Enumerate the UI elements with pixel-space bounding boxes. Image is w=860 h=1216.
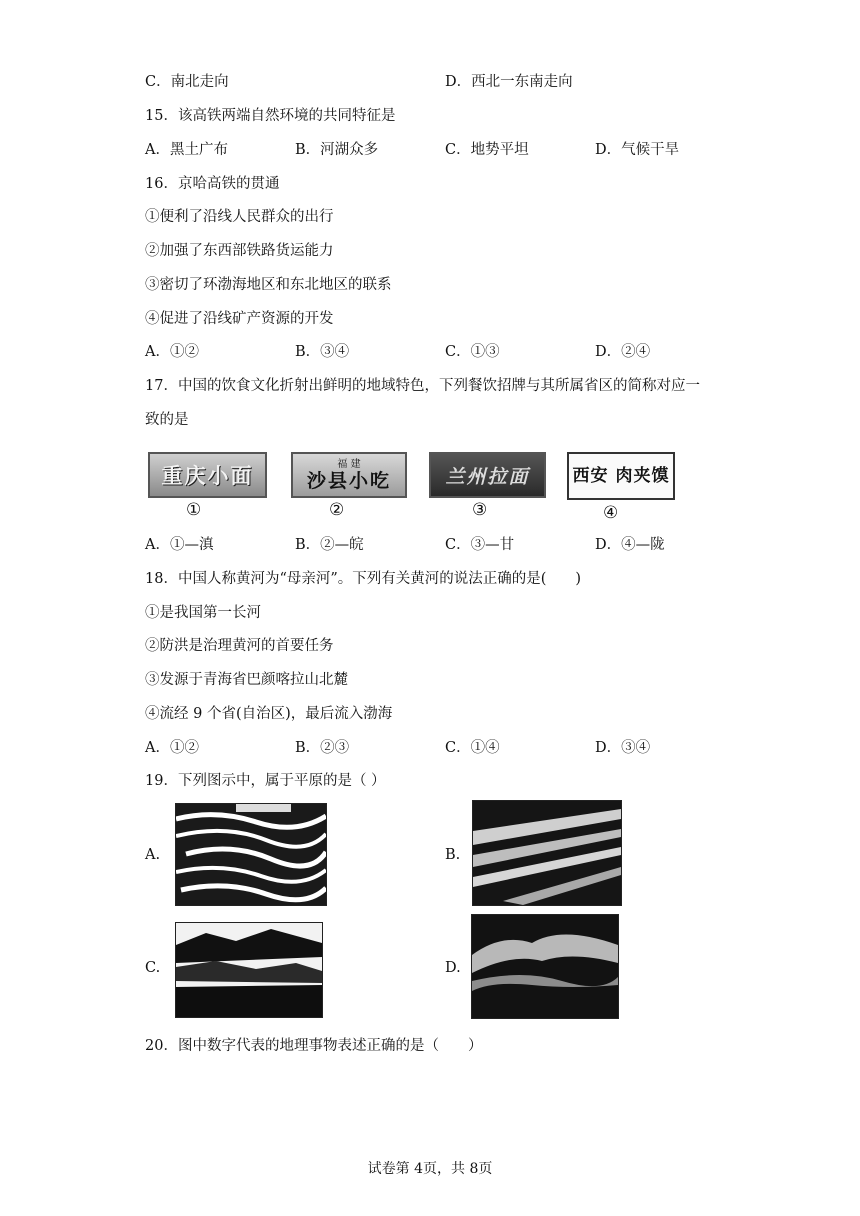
- q14-option-c: C．南北走向: [145, 74, 229, 90]
- q20-stem: 20．图中数字代表的地理事物表述正确的是（ ）: [145, 1038, 483, 1054]
- q15-option-b: B．河湖众多: [295, 142, 379, 158]
- q16-option-a: A．①②: [145, 344, 199, 360]
- sign-chongqing-noodles: [148, 452, 267, 498]
- sign-number-2: ②: [329, 500, 345, 520]
- q16-statement-4: ④促进了沿线矿产资源的开发: [145, 311, 334, 327]
- q15-option-a: A．黑土广布: [145, 142, 228, 158]
- q19-stem: 19．下列图示中，属于平原的是（ ）: [145, 773, 386, 789]
- q18-stem: 18．中国人称黄河为“母亲河”。下列有关黄河的说法正确的是( ): [145, 571, 582, 587]
- q18-option-d: D．③④: [595, 740, 651, 756]
- sign-small-text: 福 建: [337, 458, 361, 470]
- q16-option-b: B．③④: [295, 344, 350, 360]
- q17-option-b: B．②—皖: [295, 537, 364, 553]
- sign-number-4: ④: [603, 503, 619, 523]
- sign-number-3: ③: [472, 500, 488, 520]
- q17-option-a: A．①—滇: [145, 537, 214, 553]
- q16-statement-1: ①便利了沿线人民群众的出行: [145, 209, 334, 225]
- q16-stem: 16．京哈高铁的贯通: [145, 176, 280, 192]
- terraced-fields-photo: [175, 803, 327, 906]
- mountain-range-photo: [175, 922, 323, 1018]
- q18-statement-1: ①是我国第一长河: [145, 605, 261, 621]
- q14-option-d: D．西北一东南走向: [445, 74, 573, 90]
- q15-stem: 15．该高铁两端自然环境的共同特征是: [145, 108, 396, 124]
- q17-stem-line1: 17．中国的饮食文化折射出鲜明的地域特色，下列餐饮招牌与其所属省区的简称对应一: [145, 378, 700, 394]
- sign-text: 沙县小吃: [306, 469, 391, 492]
- q18-option-a: A．①②: [145, 740, 199, 756]
- q17-stem-line2: 致的是: [145, 412, 189, 428]
- q19-option-b-label: B.: [445, 847, 461, 863]
- sign-text: 西安 肉夹馍: [572, 465, 670, 486]
- q16-option-c: C．①③: [445, 344, 500, 360]
- sign-text: 重庆小面: [161, 464, 254, 488]
- sign-text: 兰州拉面: [445, 465, 530, 488]
- flat-farmland-photo: [472, 800, 622, 906]
- q19-option-c-label: C.: [145, 960, 161, 976]
- q18-statement-2: ②防洪是治理黄河的首要任务: [145, 638, 334, 654]
- sign-shaxian-snacks: [291, 452, 407, 498]
- q16-statement-3: ③密切了环渤海地区和东北地区的联系: [145, 277, 392, 293]
- hilly-terrain-photo: [471, 914, 619, 1019]
- q17-option-c: C．③—甘: [445, 537, 515, 553]
- q19-option-a-label: A.: [145, 847, 161, 863]
- sign-lanzhou-noodles: [429, 452, 546, 498]
- q19-option-d-label: D.: [445, 960, 461, 976]
- page-footer: 试卷第 4页，共 8页: [367, 1161, 493, 1177]
- q16-option-d: D．②④: [595, 344, 651, 360]
- q18-statement-3: ③发源于青海省巴颜喀拉山北麓: [145, 672, 348, 688]
- q16-statement-2: ②加强了东西部铁路货运能力: [145, 243, 334, 259]
- q18-option-c: C．①④: [445, 740, 500, 756]
- sign-xian-roujiamo: [567, 452, 675, 500]
- q15-option-d: D．气候干旱: [595, 142, 680, 158]
- q18-statement-4: ④流经 9 个省(自治区)，最后流入渤海: [145, 706, 393, 722]
- q15-option-c: C．地势平坦: [445, 142, 529, 158]
- sign-number-1: ①: [186, 500, 202, 520]
- q17-option-d: D．④—陇: [595, 537, 665, 553]
- q18-option-b: B．②③: [295, 740, 350, 756]
